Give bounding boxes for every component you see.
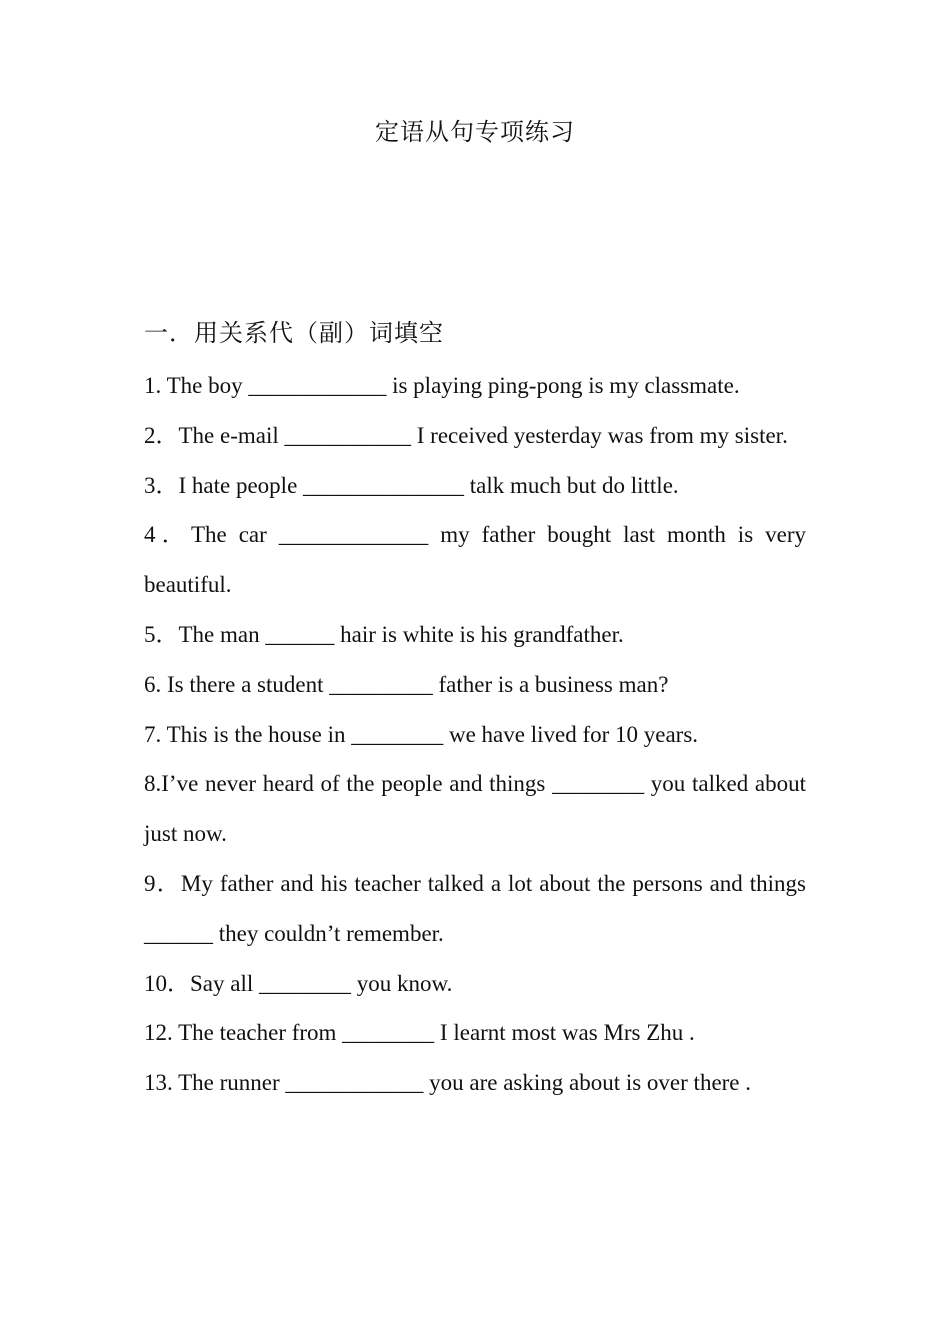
question-4: 4．The car _____________ my father bought last month is very beautiful. [144,522,806,598]
question-6: 6. Is there a student _________ father is a business man? [144,671,669,697]
question-2: 2．The e-mail ___________ I received yesterday was from my sister. [144,422,788,448]
question-10: 10．Say all ________ you know. [144,970,453,996]
question-13: 13. The runner ____________ you are asking about is over there . [144,1070,752,1096]
document-title: 定语从句专项练习 [375,120,575,146]
exercise-section [144,311,806,1108]
question-9: 9．My father and his teacher talked a lot about the persons and things ______ they couldn’t remember. [144,870,806,946]
section-heading: 一．用关系代（副）词填空 [144,321,444,347]
question-5: 5．The man ______ hair is white is his grandfather. [144,621,624,647]
question-8: 8.I’ve never heard of the people and things ________ you talked about just now. [144,771,806,847]
question-1: 1. The boy ____________ is playing ping-pong is my classmate. [144,373,740,398]
question-7: 7. This is the house in ________ we have lived for 10 years. [144,721,699,747]
question-12: 12. The teacher from ________ I learnt most was Mrs Zhu . [144,1020,695,1046]
question-3: 3．I hate people ______________ talk much but do little. [144,472,679,498]
